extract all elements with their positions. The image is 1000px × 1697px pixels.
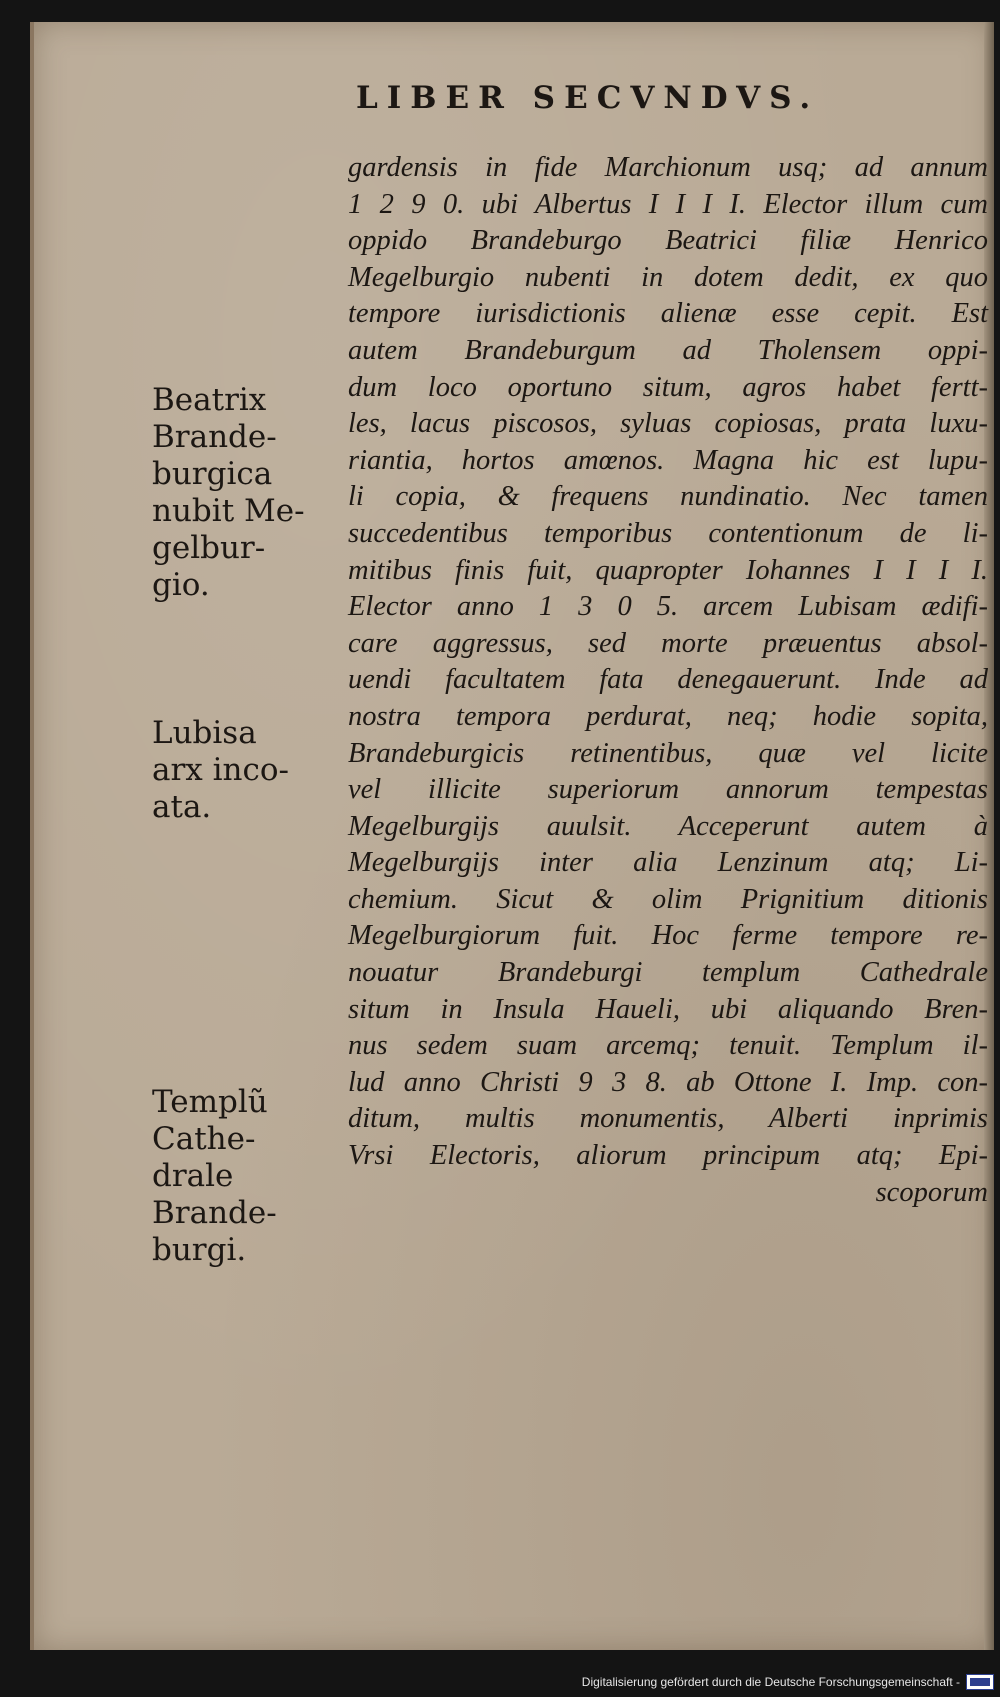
marginal-note-line: nubit Me- <box>152 493 305 529</box>
text-line: li copia, & frequens nundinatio. Nec tamen <box>348 481 988 513</box>
running-head: LIBER SECVNDVS. <box>356 80 820 116</box>
text-line: oppido Brandeburgo Beatrici filiæ Henrico <box>348 225 988 257</box>
marginal-note-line: Templũ <box>152 1084 268 1120</box>
marginal-note-line: arx inco- <box>152 752 290 788</box>
marginal-note-line: drale <box>152 1158 234 1194</box>
text-line: nus sedem suam arcemq; tenuit. Templum il- <box>348 1030 988 1062</box>
text-line: lud anno Christi 9 3 8. ab Ottone I. Imp. con- <box>348 1066 988 1098</box>
text-line: Elector anno 1 3 0 5. arcem Lubisam ædifi- <box>348 591 988 623</box>
text-line: nostra tempora perdurat, neq; hodie sopita, <box>348 700 988 732</box>
text-line: mitibus finis fuit, quapropter Iohannes I I I I. <box>348 554 988 586</box>
text-line: Vrsi Electoris, aliorum principum atq; Epi- <box>348 1140 988 1172</box>
catchword: scoporum <box>875 1176 988 1208</box>
text-line: Megelburgiorum fuit. Hoc ferme tempore re- <box>348 920 988 952</box>
marginal-note-line: burgica <box>152 456 273 492</box>
body-text <box>348 150 988 1211</box>
text-line: dum loco oportuno situm, agros habet fertt- <box>348 371 988 403</box>
marginal-note-beatrix <box>152 382 305 604</box>
book-page <box>30 22 994 1650</box>
text-line: vel illicite superiorum annorum tempestas <box>348 774 988 806</box>
text-line: Megelburgio nubenti in dotem dedit, ex quo <box>348 261 988 293</box>
marginal-note-line: gelbur- <box>152 530 266 566</box>
text-line: chemium. Sicut & olim Prignitium ditionis <box>348 883 988 915</box>
text-line: tempore iurisdictionis alienæ esse cepit. Est <box>348 298 988 330</box>
text-line: Megelburgijs auulsit. Acceperunt autem à <box>348 810 988 842</box>
text-line: situm in Insula Haueli, ubi aliquando Bren- <box>348 993 988 1025</box>
marginal-note-line: Brande- <box>152 419 277 455</box>
marginal-note-lubisa <box>152 715 289 826</box>
dfg-logo-icon <box>966 1674 994 1690</box>
marginal-note-line: burgi. <box>152 1232 247 1268</box>
text-line: les, lacus piscosos, syluas copiosas, prata luxu- <box>348 408 988 440</box>
text-line: autem Brandeburgum ad Tholensem oppi- <box>348 334 988 366</box>
text-line: nouatur Brandeburgi templum Cathedrale <box>348 957 988 989</box>
marginal-note-templum <box>152 1084 277 1269</box>
marginal-note-line: Cathe- <box>152 1121 256 1157</box>
marginal-note-line: ata. <box>152 789 212 825</box>
text-line: 1 2 9 0. ubi Albertus I I I I. Elector illum cum <box>348 188 988 220</box>
text-line: Megelburgijs inter alia Lenzinum atq; Li- <box>348 847 988 879</box>
digitization-footer <box>582 1671 994 1693</box>
text-line: care aggressus, sed morte præuentus absol- <box>348 627 988 659</box>
text-line: Brandeburgicis retinentibus, quæ vel licite <box>348 737 988 769</box>
text-line: ditum, multis monumentis, Alberti inprimis <box>348 1103 988 1135</box>
marginal-note-line: Beatrix <box>152 382 267 418</box>
text-line: uendi facultatem fata denegauerunt. Inde ad <box>348 664 988 696</box>
text-line: succedentibus temporibus contentionum de li- <box>348 517 988 549</box>
text-line: riantia, hortos amœnos. Magna hic est lupu- <box>348 444 988 476</box>
marginal-note-line: Lubisa <box>152 715 257 751</box>
text-line: gardensis in fide Marchionum usq; ad annum <box>348 152 988 183</box>
digitization-credit: Digitalisierung gefördert durch die Deutsche Forschungsgemeinschaft - <box>581 1675 960 1689</box>
marginal-note-line: gio. <box>152 567 210 603</box>
marginal-note-line: Brande- <box>152 1195 277 1231</box>
